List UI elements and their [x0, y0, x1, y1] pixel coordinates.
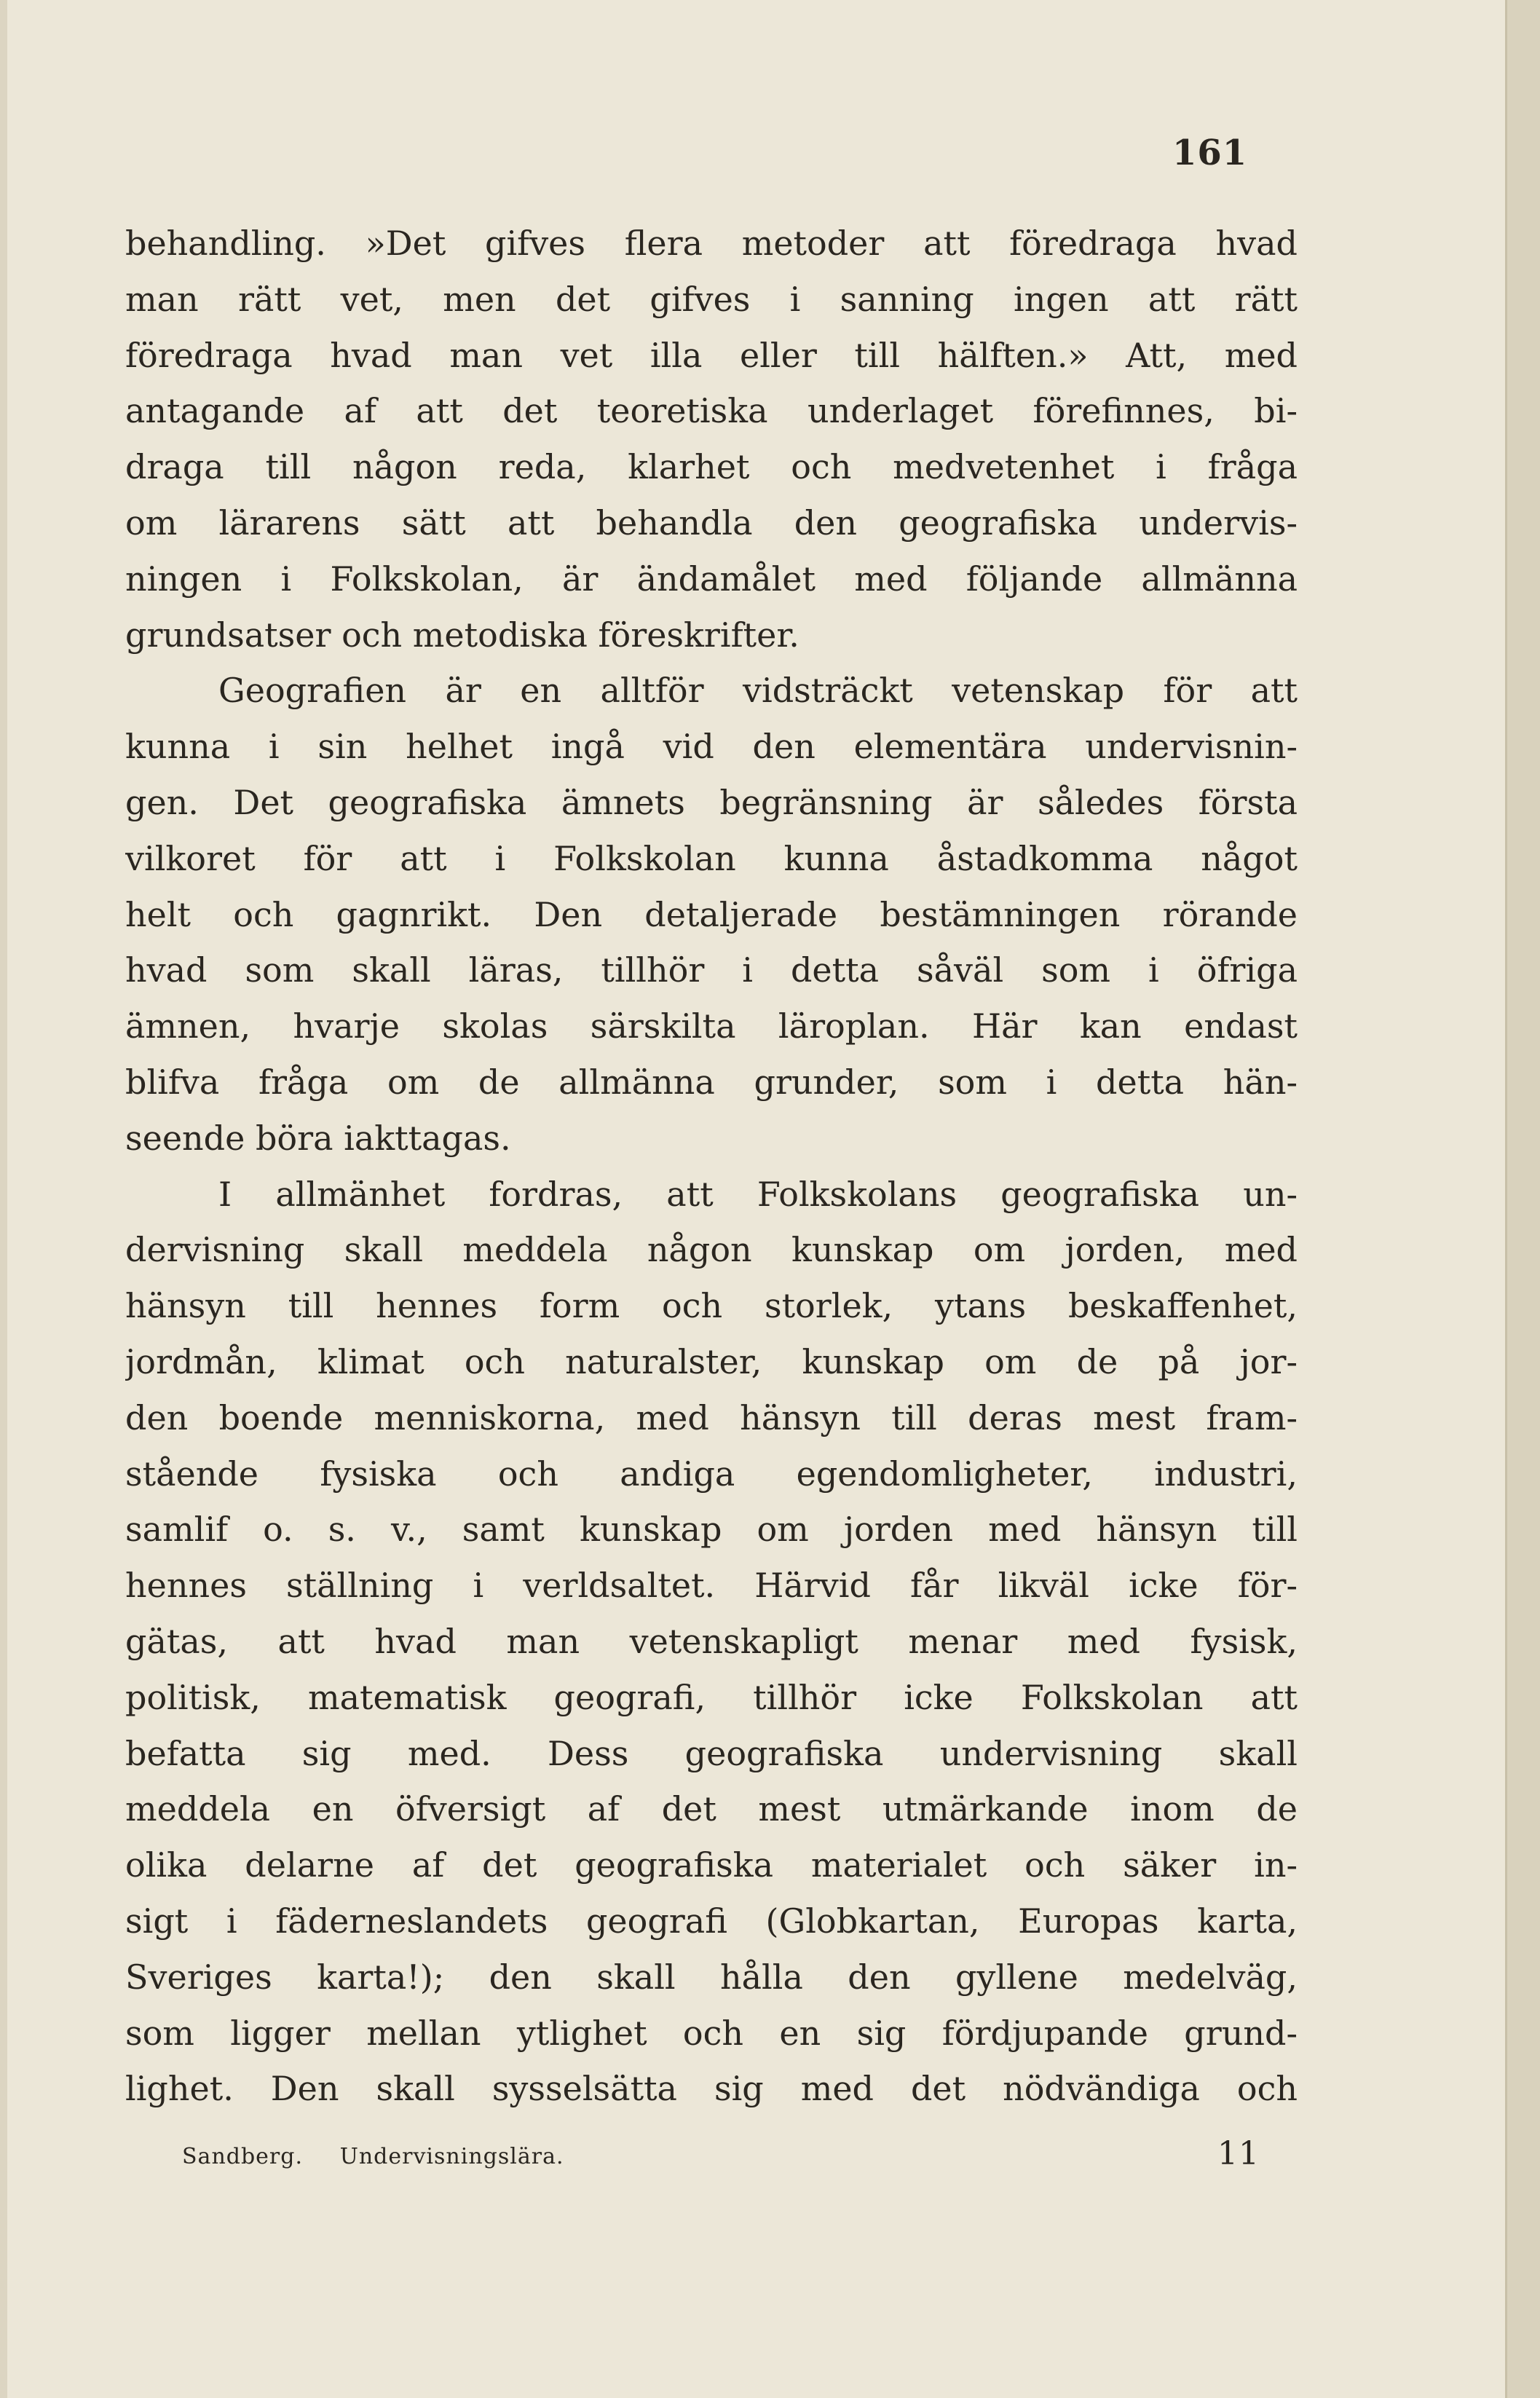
text-line: antagande af att det teoretiska underlaget förefinnes, bi-	[125, 391, 1298, 431]
text-line: befatta sig med. Dess geografiska undervisning skall	[125, 1733, 1298, 1773]
text-line: ämnen, hvarje skolas särskilta läroplan. Här kan endast	[125, 1006, 1298, 1046]
text-line: hänsyn till hennes form och storlek, ytans beskaffenhet,	[125, 1286, 1298, 1326]
text-line: hennes ställning i verldsaltet. Härvid får likväl icke för-	[125, 1566, 1298, 1606]
text-line: meddela en öfversigt af det mest utmärkande inom de	[125, 1789, 1298, 1829]
text-line: Sveriges karta!); den skall hålla den gyllene medelväg,	[125, 1957, 1298, 1997]
text-line: samlif o. s. v., samt kunskap om jorden med hänsyn till	[125, 1510, 1298, 1550]
page-right-edge	[1505, 0, 1540, 2398]
page-number: 161	[1172, 133, 1248, 173]
text-line: gen. Det geografiska ämnets begränsning är således första	[125, 782, 1298, 822]
page-footer	[182, 2135, 1260, 2172]
text-line: draga till någon reda, klarhet och medvetenhet i fråga	[125, 447, 1298, 487]
text-line: gätas, att hvad man vetenskapligt menar med fysisk,	[125, 1621, 1298, 1661]
page-left-edge	[0, 0, 7, 2398]
text-line: den boende menniskorna, med hänsyn till deras mest fram-	[125, 1397, 1298, 1437]
footer-author: Sandberg.	[182, 2144, 304, 2169]
text-line: ningen i Folkskolan, är ändamålet med följande allmänna	[125, 559, 1298, 599]
signature-mark: 11	[1217, 2135, 1260, 2172]
text-line: Geografien är en alltför vidsträckt vetenskap för att	[218, 671, 1298, 711]
text-line: jordmån, klimat och naturalster, kunskap om de på jor-	[125, 1341, 1298, 1381]
text-line: kunna i sin helhet ingå vid den elementära undervisnin-	[125, 727, 1298, 767]
text-line: vilkoret för att i Folkskolan kunna åstadkomma något	[125, 838, 1298, 878]
text-line: föredraga hvad man vet illa eller till hälften.» Att, med	[125, 335, 1298, 375]
text-line: dervisning skall meddela någon kunskap om jorden, med	[125, 1230, 1298, 1270]
text-line: I allmänhet fordras, att Folkskolans geografiska un-	[218, 1174, 1298, 1214]
text-line: sigt i fäderneslandets geografi (Globkartan, Europas karta,	[125, 1901, 1298, 1941]
text-line: lighet. Den skall sysselsätta sig med det nödvändiga och	[125, 2069, 1298, 2109]
text-line: stående fysiska och andiga egendomligheter, industri,	[125, 1454, 1298, 1494]
text-line: man rätt vet, men det gifves i sanning ingen att rätt	[125, 279, 1298, 319]
text-line: blifva fråga om de allmänna grunder, som i detta hän-	[125, 1062, 1298, 1102]
text-line: grundsatser och metodiska föreskrifter.	[125, 615, 799, 655]
text-line: seende böra iakttagas.	[125, 1118, 511, 1158]
text-line: behandling. »Det gifves flera metoder att föredraga hvad	[125, 224, 1298, 263]
body-text	[125, 216, 1298, 2117]
footer-book-title: Undervisningslära.	[339, 2144, 564, 2169]
text-line: helt och gagnrikt. Den detaljerade bestämningen rörande	[125, 894, 1298, 934]
text-line: olika delarne af det geografiska materialet och säker in-	[125, 1845, 1298, 1885]
text-line: som ligger mellan ytlighet och en sig fördjupande grund-	[125, 2013, 1298, 2053]
text-line: politisk, matematisk geografi, tillhör icke Folkskolan att	[125, 1677, 1298, 1717]
text-line: om lärarens sätt att behandla den geografiska undervis-	[125, 502, 1298, 543]
text-line: hvad som skall läras, tillhör i detta såväl som i öfriga	[125, 950, 1298, 990]
